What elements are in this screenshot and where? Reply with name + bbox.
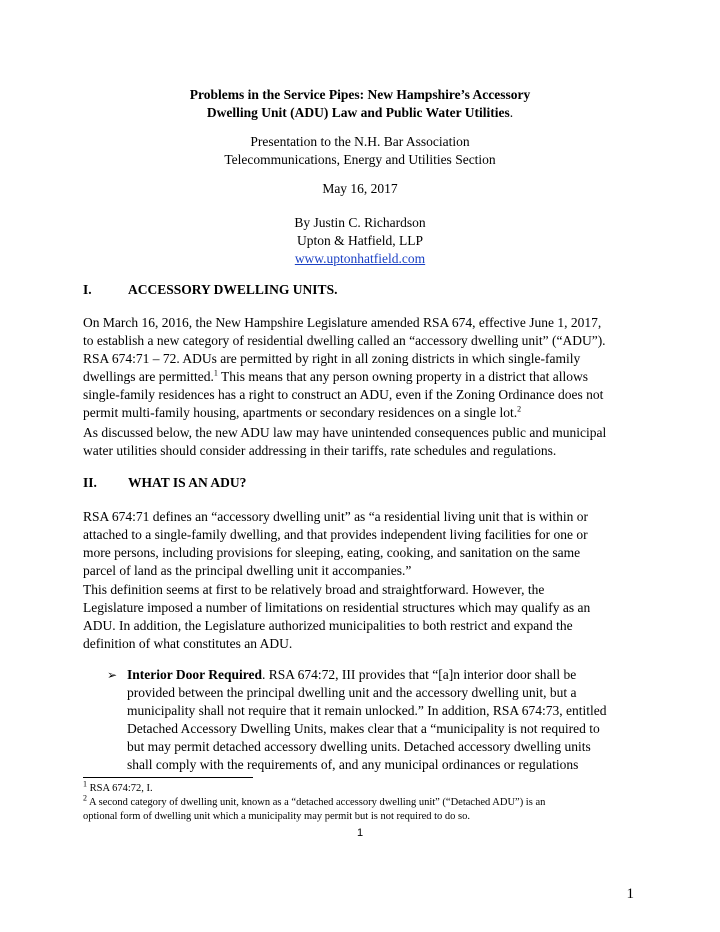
bullet-line: shall comply with the requirements of, and any municipal ordinances or regulations — [127, 757, 579, 772]
bullet-line: municipality shall not require that it remain unlocked.” In addition, RSA 674:73, entitled — [127, 703, 607, 718]
para-line — [83, 368, 643, 386]
para-line: attached to a single-family dwelling, and that provides independent living facilities for one or — [83, 527, 588, 542]
section-1-heading — [83, 282, 337, 298]
section-2-paragraph-1 — [83, 508, 643, 580]
bullet-line: but may permit detached accessory dwelling units. Detached accessory dwelling units — [127, 739, 591, 754]
para-line: water utilities should consider addressing in their tariffs, rate schedules and regulations. — [83, 443, 557, 458]
presentation-line-1: Presentation to the N.H. Bar Association — [250, 134, 470, 149]
title-line-2 — [0, 104, 720, 122]
page-number-outer: 1 — [626, 886, 634, 902]
footnote-2 — [83, 793, 663, 810]
para-line: Legislature imposed a number of limitations on residential structures which may qualify as an — [83, 600, 591, 615]
footnote-separator — [83, 777, 253, 778]
footnote-2-text: A second category of dwelling unit, known as a “detached accessory dwelling unit” (“Detached ADU”) is an — [87, 797, 546, 808]
para-line: more persons, including provisions for sleeping, eating, cooking, and sanitation on the same — [83, 545, 581, 560]
para-line: to establish a new category of residential dwelling called an “accessory dwelling unit” (“ADU”). — [83, 333, 606, 348]
para-line: On March 16, 2016, the New Hampshire Legislature amended RSA 674, effective June 1, 2017, — [83, 315, 602, 330]
section-1-title: ACCESSORY DWELLING UNITS. — [128, 282, 338, 297]
para-line: This definition seems at first to be relatively broad and straightforward. However, the — [83, 582, 545, 597]
arrow-bullet-icon: ➢ — [107, 668, 118, 682]
firm-name: Upton & Hatfield, LLP — [297, 233, 423, 248]
footnote-ref-2: 2 — [517, 404, 522, 414]
bullet-line: provided between the principal dwelling unit and the accessory dwelling unit, but a — [127, 685, 577, 700]
footnote-ref-1: 1 — [213, 368, 218, 378]
footnote-1 — [83, 779, 663, 796]
section-2-heading — [83, 475, 246, 491]
author-block — [0, 214, 720, 268]
title-period: . — [509, 105, 514, 120]
bullet-line: Detached Accessory Dwelling Units, makes clear that a “municipality is not required to — [127, 721, 600, 736]
para-line: parcel of land as the principal dwelling unit it accompanies.” — [83, 563, 412, 578]
footnote-2-number: 2 — [83, 793, 87, 803]
para-line — [83, 404, 643, 422]
para-line: RSA 674:71 – 72. ADUs are permitted by right in all zoning districts in which single-family — [83, 351, 581, 366]
document-title — [0, 86, 720, 122]
presentation-info — [0, 133, 720, 169]
section-2-title: WHAT IS AN ADU? — [128, 475, 247, 490]
para-line: definition of what constitutes an ADU. — [83, 636, 293, 651]
footnotes — [83, 779, 663, 824]
para-line: As discussed below, the new ADU law may have unintended consequences public and municipal — [83, 425, 607, 440]
para-line: ADU. In addition, the Legislature authorized municipalities to both restrict and expand the — [83, 618, 573, 633]
section-2-paragraph-2 — [83, 581, 643, 653]
section-1-paragraph-1 — [83, 314, 643, 422]
footnote-1-text: RSA 674:72, I. — [87, 783, 153, 794]
section-1-number: I. — [83, 282, 92, 297]
presentation-date: May 16, 2017 — [322, 181, 398, 196]
section-1-paragraph-2 — [83, 424, 643, 460]
para-text: dwellings are permitted. — [83, 369, 214, 384]
website-link[interactable]: www.uptonhatfield.com — [294, 251, 426, 266]
para-text: This means that any person owning property in a district that allows — [217, 369, 589, 384]
bullet-label: Interior Door Required — [127, 667, 262, 682]
bullet-line-rest: . RSA 674:72, III provides that “[a]n interior door shall be — [262, 667, 577, 682]
footnote-1-number: 1 — [83, 779, 87, 789]
section-2-number: II. — [83, 475, 97, 490]
para-line: single-family residences has a right to construct an ADU, even if the Zoning Ordinance does not — [83, 387, 604, 402]
footnote-2-continued: optional form of dwelling unit which a municipality may permit but is not required to do so. — [83, 811, 470, 822]
bullet-interior-door — [107, 666, 647, 774]
title-line-1: Problems in the Service Pipes: New Hampshire’s Accessory — [189, 87, 531, 102]
page-number-inner: 1 — [356, 827, 364, 839]
bullet-text — [107, 666, 647, 774]
title-line-2-text: Dwelling Unit (ADU) Law and Public Water Utilities — [206, 105, 510, 120]
para-line: RSA 674:71 defines an “accessory dwelling unit” as “a residential living unit that is within or — [83, 509, 589, 524]
author-name: By Justin C. Richardson — [294, 215, 426, 230]
bullet-line — [127, 666, 647, 684]
para-text: permit multi-family housing, apartments or secondary residences on a single lot. — [83, 405, 518, 420]
presentation-line-2: Telecommunications, Energy and Utilities Section — [224, 152, 496, 167]
